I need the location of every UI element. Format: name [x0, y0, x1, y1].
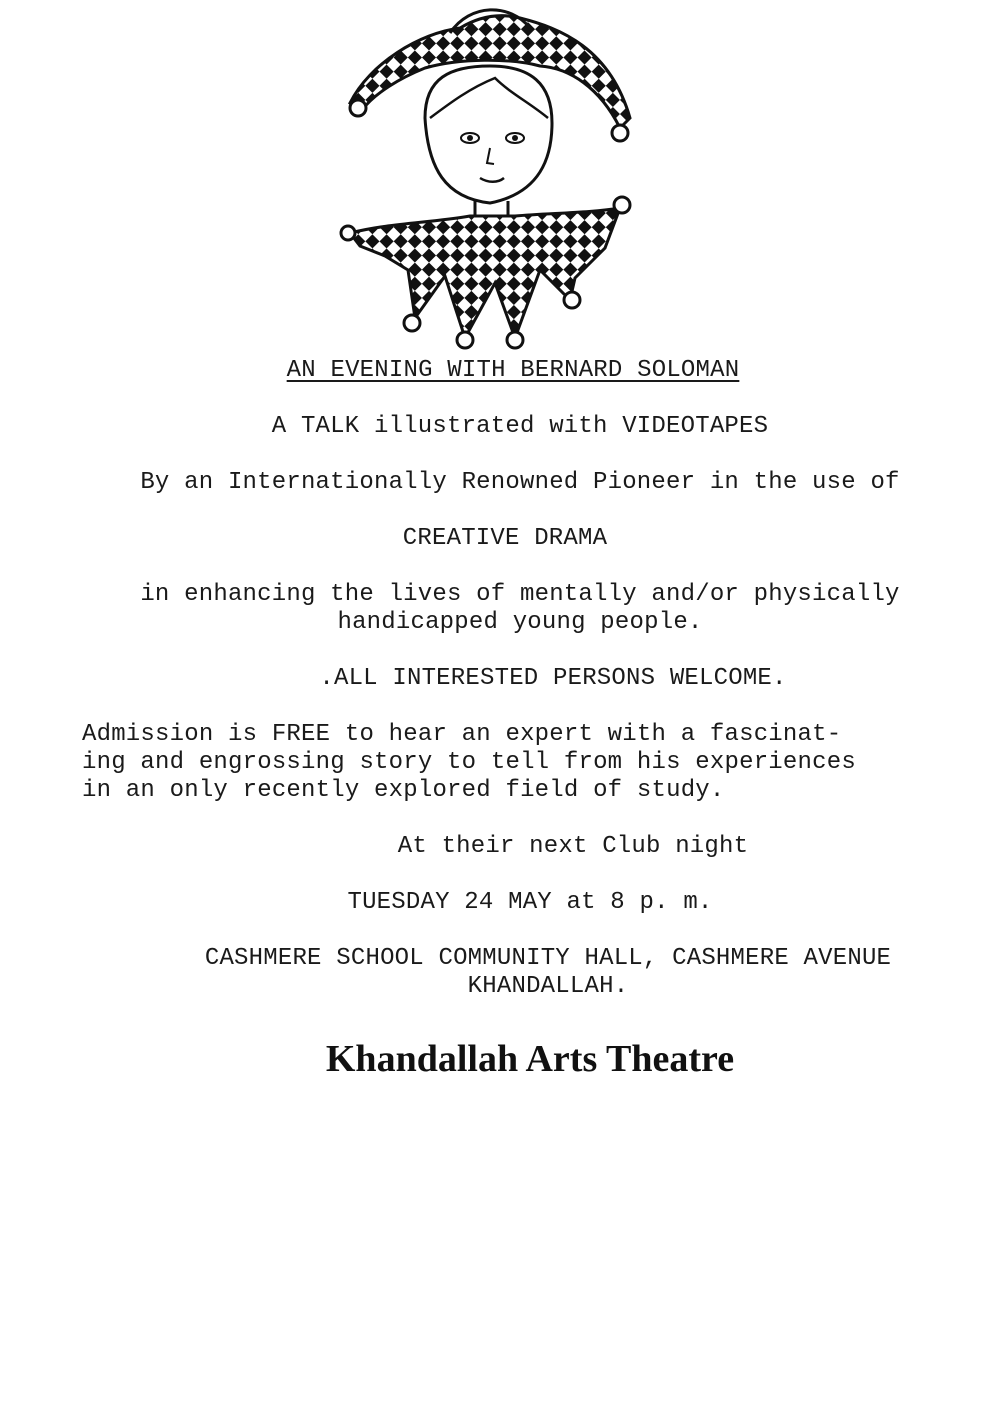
admission-line-2: ing and engrossing story to tell from his experiences	[82, 749, 856, 776]
welcome-notice: .ALL INTERESTED PERSONS WELCOME.	[319, 665, 787, 692]
venue-line-2: KHANDALLAH.	[467, 973, 629, 1000]
admission-line-1: Admission is FREE to hear an expert with a fascinat-	[82, 721, 842, 748]
organizer-logo: Khandallah Arts Theatre	[325, 1038, 735, 1080]
purpose-line-1: in enhancing the lives of mentally and/or physically	[140, 581, 900, 608]
club-night: At their next Club night	[397, 833, 749, 860]
subtitle: A TALK illustrated with VIDEOTAPES	[271, 413, 769, 440]
topic-heading: CREATIVE DRAMA	[402, 525, 608, 552]
venue-line-1: CASHMERE SCHOOL COMMUNITY HALL, CASHMERE AVENUE	[204, 945, 892, 972]
date-time: TUESDAY 24 MAY at 8 p. m.	[347, 889, 713, 916]
event-title: AN EVENING WITH BERNARD SOLOMAN	[286, 357, 740, 384]
by-line: By an Internationally Renowned Pioneer in the use of	[140, 469, 900, 496]
purpose-line-2: handicapped young people.	[337, 609, 703, 636]
admission-line-3: in an only recently explored field of study.	[82, 777, 725, 804]
jester-illustration	[330, 8, 650, 353]
